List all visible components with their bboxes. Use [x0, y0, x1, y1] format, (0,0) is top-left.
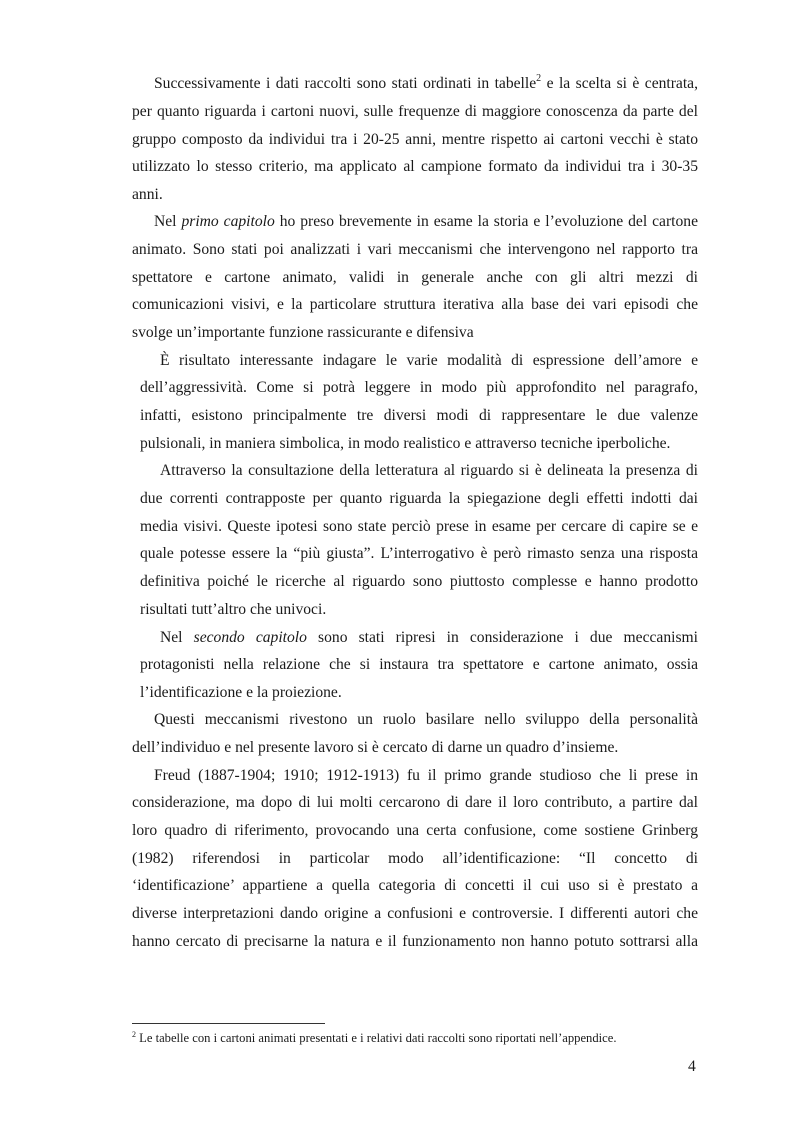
text-line: quale potesse essere la “più giusta”. L’interrogativo è però rimasto senza una risposta [140, 545, 698, 562]
text-line: risultati tutt’altro che univoci. [140, 601, 327, 618]
text-line: dell’individuo e nel presente lavoro si è cercato di darne un quadro d’insieme. [132, 739, 619, 756]
footnote-separator [132, 1023, 325, 1024]
text-line: loro quadro di riferimento, provocando una certa confusione, come sostiene Grinberg [132, 822, 698, 839]
text-line: pulsionali, in maniera simbolica, in modo realistico e attraverso tecniche iperboliche. [140, 435, 671, 452]
text-line: Successivamente i dati raccolti sono stati ordinati in tabelle$^2$ e la scelta si è centrata, [154, 73, 699, 92]
text-line: diverse interpretazioni dando origine a confusioni e controversie. I differenti autori che [132, 905, 698, 922]
text-line: hanno cercato di precisarne la natura e il funzionamento non hanno potuto sottrarsi alla [132, 933, 698, 950]
footnote-marker: 2 [132, 1030, 136, 1039]
text-line: È risultato interessante indagare le varie modalità di espressione dell’amore e [160, 352, 698, 369]
text-line: gruppo composto da individui tra i 20-25 anni, mentre rispetto ai cartoni vecchi è stato [132, 131, 698, 148]
text-line: infatti, esistono principalmente tre diversi modi di rappresentare le due valenze [140, 407, 698, 424]
text-line: protagonisti nella relazione che si instaura tra spettatore e cartone animato, ossia [140, 656, 698, 673]
footnote-reference: 2 [536, 73, 542, 84]
text-line: media visivi. Queste ipotesi sono state perciò prese in esame per cercare di capire se e [140, 518, 698, 535]
text-line: considerazione, ma dopo di lui molti cercarono di dare il loro contributo, a partire dal [132, 794, 698, 811]
footnote [132, 1030, 732, 1046]
text-line: Questi meccanismi rivestono un ruolo basilare nello sviluppo della personalità [154, 711, 698, 728]
text-line: Nel secondo capitolo sono stati ripresi in considerazione i due meccanismi [160, 629, 698, 646]
text-line: definitiva poiché le ricerche al riguardo sono piuttosto complesse e hanno prodotto [140, 573, 698, 590]
text-line: per quanto riguarda i cartoni nuovi, sulle frequenze di maggiore conoscenza da parte del [132, 103, 698, 120]
text-line: ‘identificazione’ appartiene a quella categoria di concetti il cui uso si è prestato a [132, 877, 698, 894]
text-line: utilizzato lo stesso criterio, ma applicato al campione formato da individui tra i 30-35 [132, 158, 698, 175]
text-line: spettatore e cartone animato, validi in generale anche con gli altri mezzi di [132, 269, 698, 286]
page-number: 4 [688, 1058, 696, 1075]
text-line: svolge un’importante funzione rassicurante e difensiva [132, 324, 474, 341]
text-line: Freud (1887-1904; 1910; 1912-1913) fu il primo grande studioso che li prese in [154, 767, 698, 784]
chapter-reference: primo capitolo [181, 213, 275, 230]
text-line: Attraverso la consultazione della letteratura al riguardo si è delineata la presenza di [160, 462, 698, 479]
text-line: dell’aggressività. Come si potrà leggere in modo più approfondito nel paragrafo, [140, 379, 698, 396]
text-line: Nel primo capitolo ho preso brevemente in esame la storia e l’evoluzione del cartone [154, 213, 699, 230]
text-line: comunicazioni visivi, e la particolare struttura iterativa alla base dei vari episodi che [132, 296, 698, 313]
chapter-reference: secondo capitolo [193, 629, 307, 646]
text-line: l’identificazione e la proiezione. [140, 684, 342, 701]
text-line: (1982) riferendosi in particolar modo all’identificazione: “Il concetto di [132, 850, 698, 867]
footnote-text: Le tabelle con i cartoni animati presentati e i relativi dati raccolti sono riportati nell’appendice. [136, 1031, 617, 1045]
text-line: animato. Sono stati poi analizzati i vari meccanismi che intervengono nel rapporto tra [132, 241, 698, 258]
text-line: anni. [132, 186, 163, 203]
text-line: due correnti contrapposte per quanto riguarda la spiegazione degli effetti indotti dai [140, 490, 698, 507]
